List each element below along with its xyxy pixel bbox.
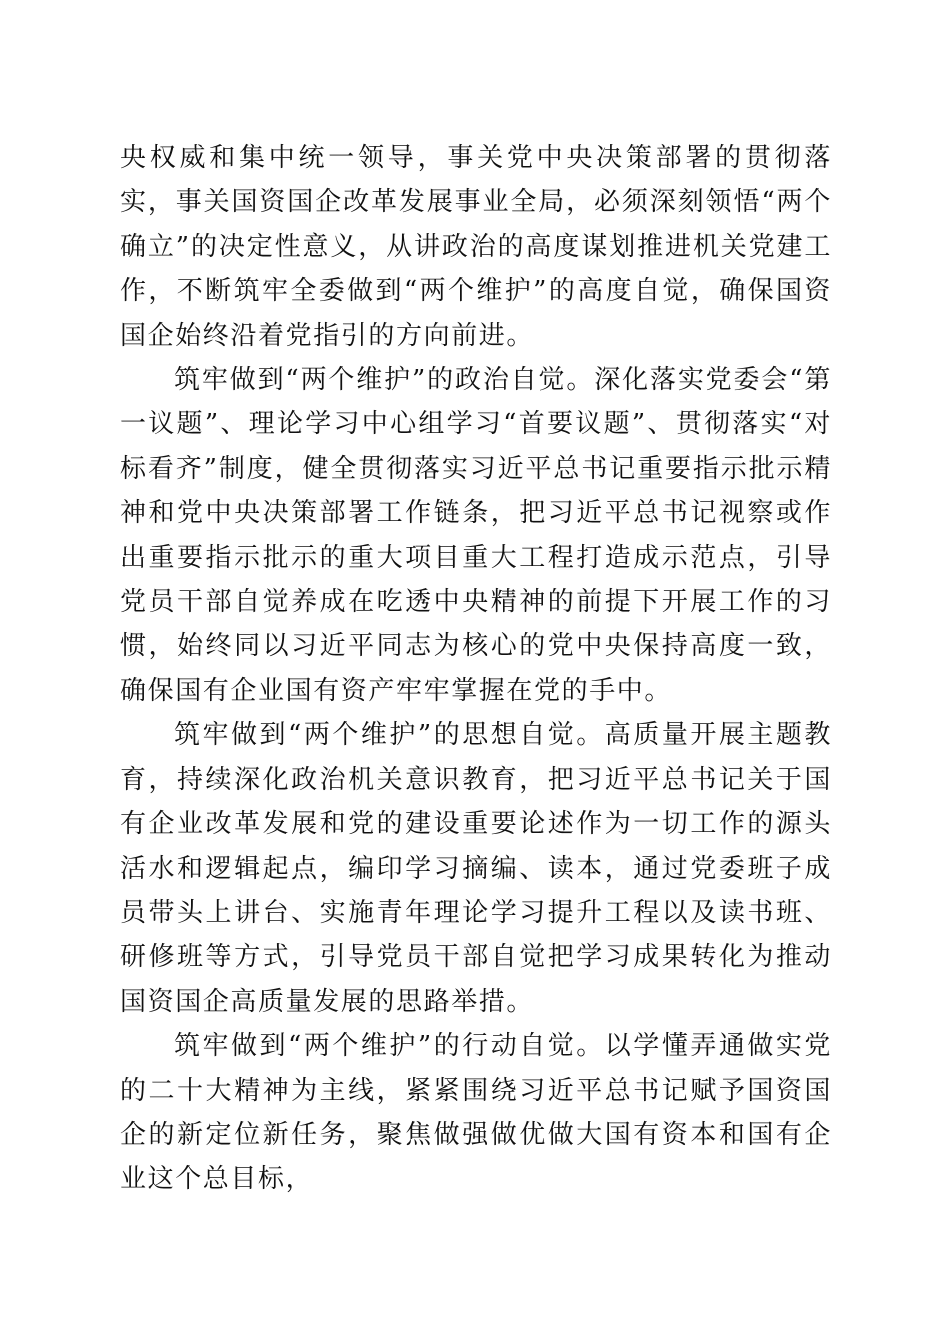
paragraph-ideological-consciousness: 筑牢做到“两个维护”的思想自觉。高质量开展主题教育，持续深化政治机关意识教育，把习近平总书记关于国有企业改革发展和党的建设重要论述作为一切工作的源头活水和逻辑起点，编印学习摘编、读本，通过党委班子成员带头上讲台、实施青年理论学习提升工程以及读书班、研修班等方式，引导党员干部自觉把学习成果转化为推动国资国企高质量发展的思路举措。: [120, 720, 832, 1017]
paragraph-action-consciousness: 筑牢做到“两个维护”的行动自觉。以学懂弄通做实党的二十大精神为主线，紧紧围绕习近平总书记赋予国资国企的新定位新任务，聚焦做强做优做大国有资本和国有企业这个总目标，: [120, 1031, 832, 1195]
body-text: [120, 136, 832, 1202]
paragraph-continuation: 央权威和集中统一领导，事关党中央决策部署的贯彻落实，事关国资国企改革发展事业全局，必须深刻领悟“两个确立”的决定性意义，从讲政治的高度谋划推进机关党建工作，不断筑牢全委做到“两个维护”的高度自觉，确保国资国企始终沿着党指引的方向前进。: [120, 143, 832, 351]
paragraph-political-consciousness: 筑牢做到“两个维护”的政治自觉。深化落实党委会“第一议题”、理论学习中心组学习“首要议题”、贯彻落实“对标看齐”制度，健全贯彻落实习近平总书记重要指示批示精神和党中央决策部署工作链条，把习近平总书记视察或作出重要指示批示的重大项目重大工程打造成示范点，引导党员干部自觉养成在吃透中央精神的前提下开展工作的习惯，始终同以习近平同志为核心的党中央保持高度一致，确保国有企业国有资产牢牢掌握在党的手中。: [120, 365, 832, 706]
